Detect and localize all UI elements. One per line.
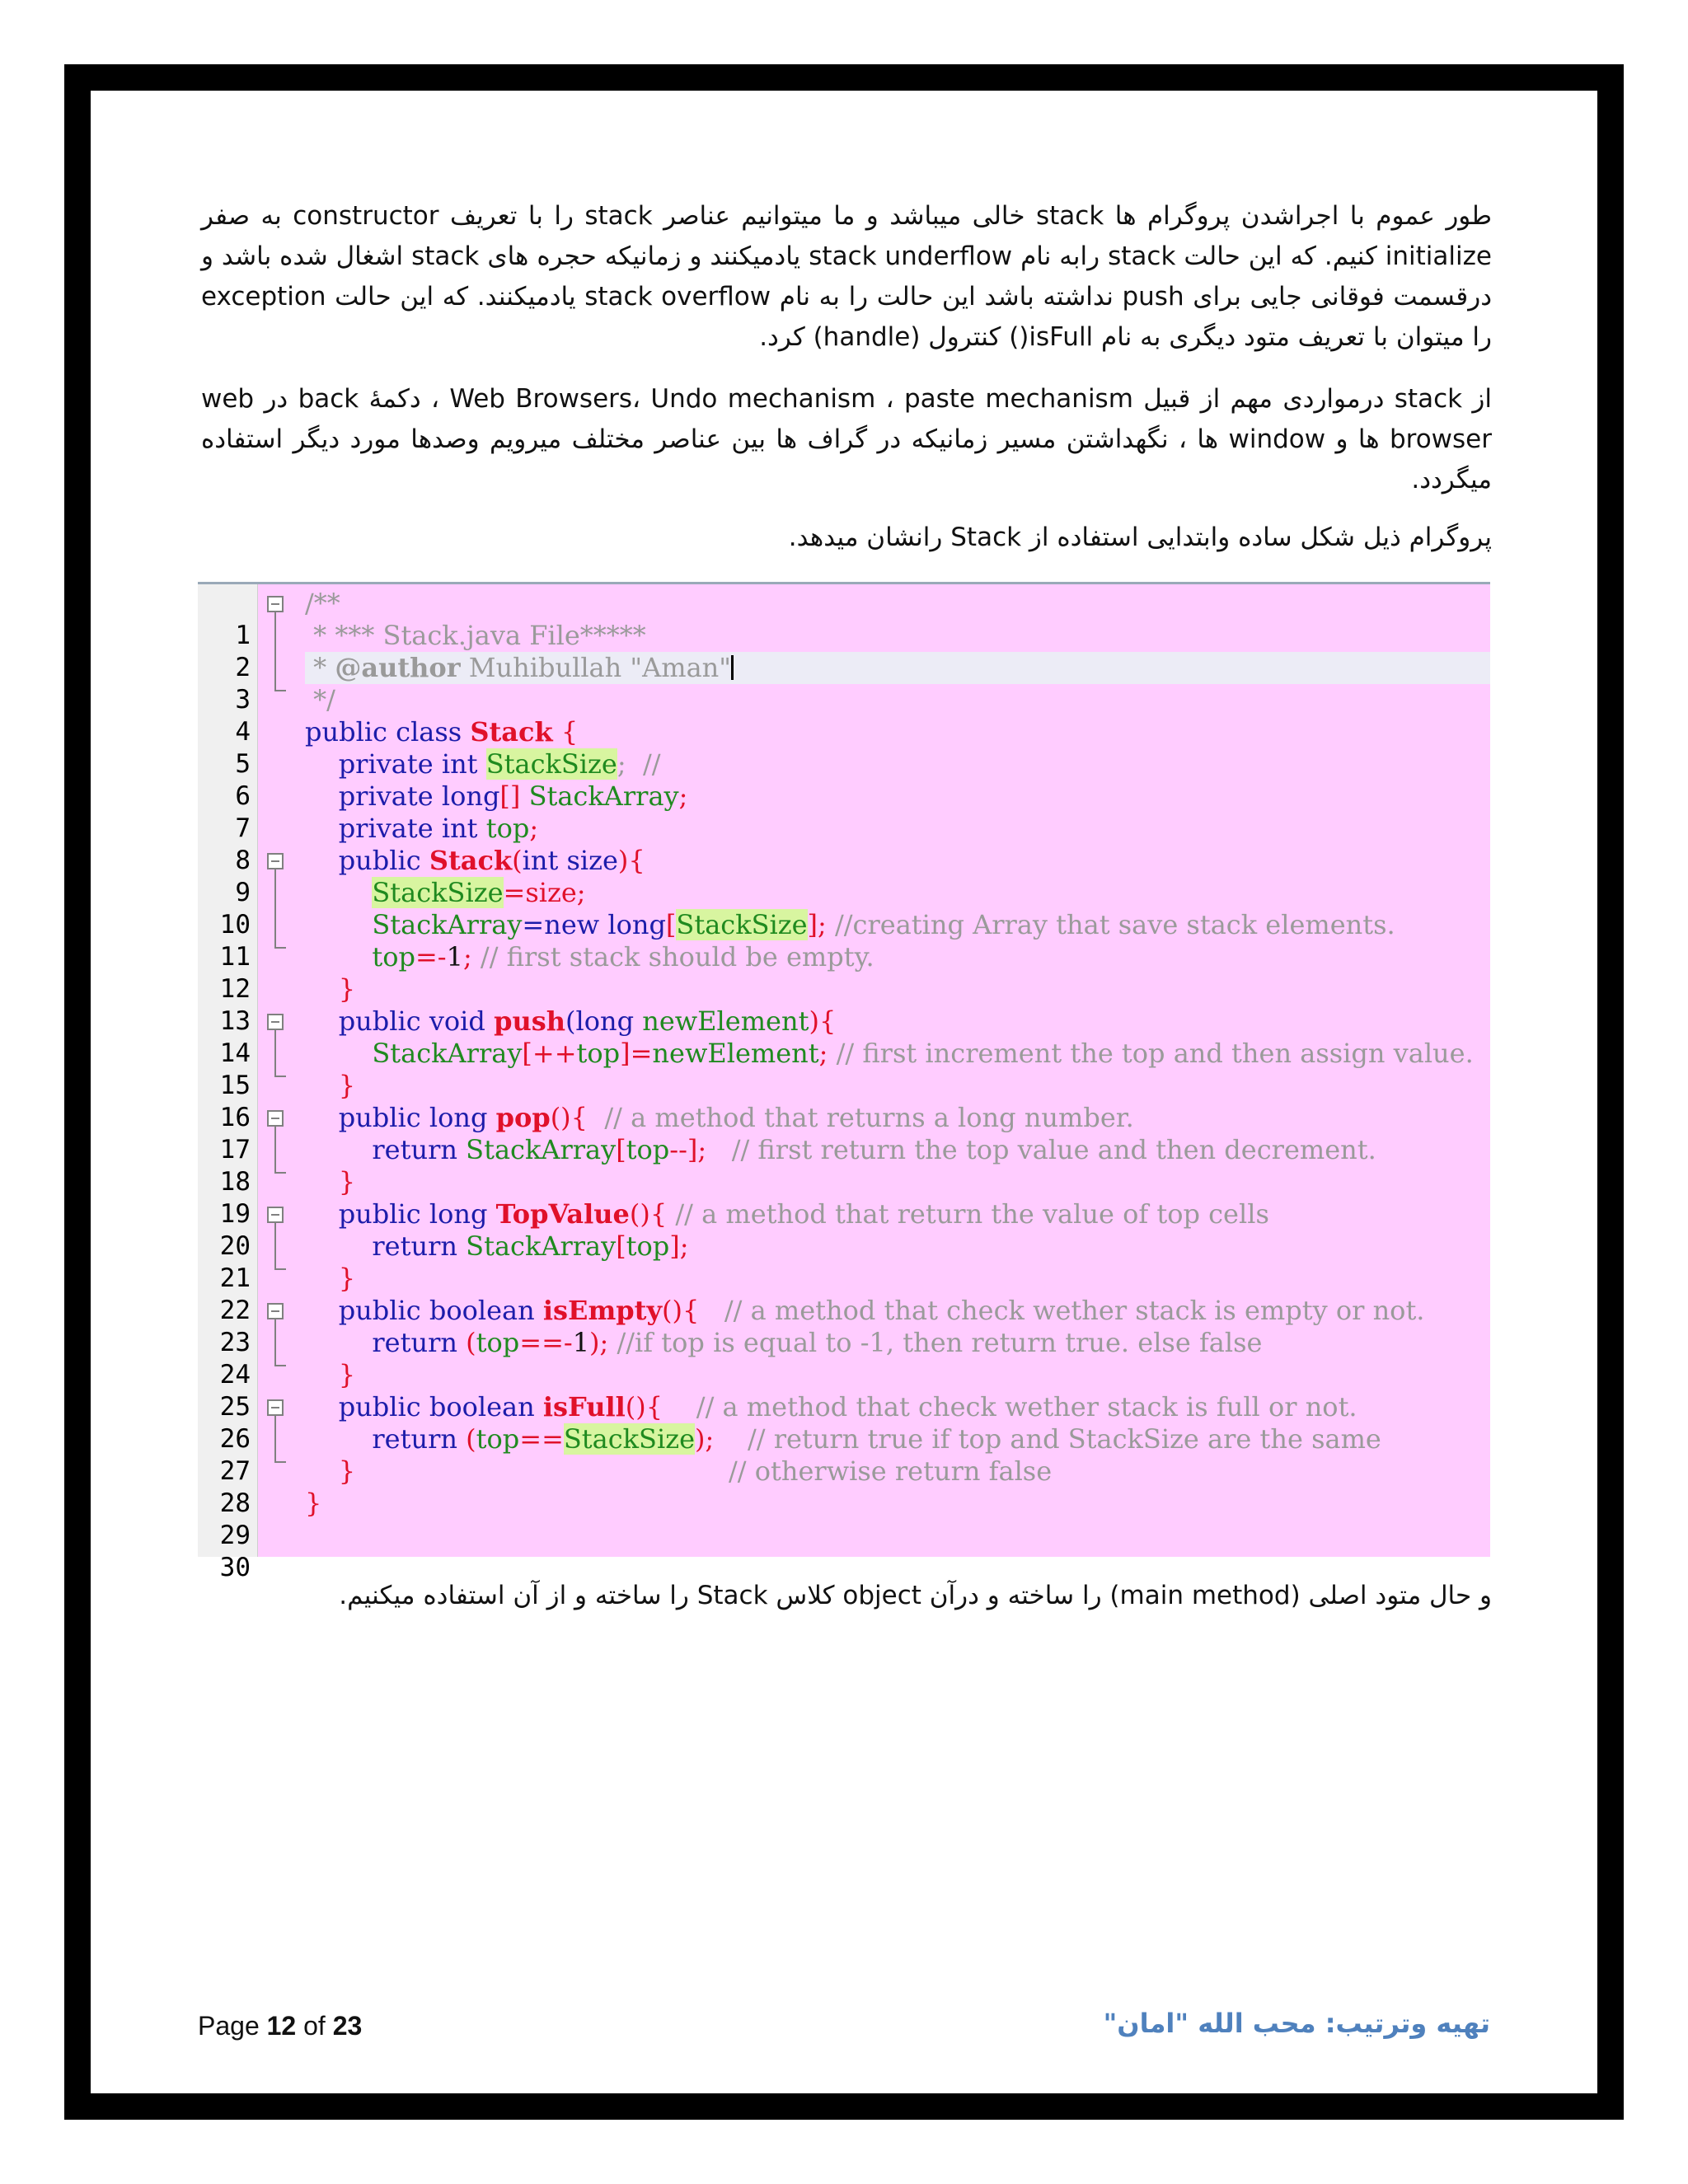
fold-collapse-icon[interactable] xyxy=(267,1399,284,1416)
code-line: 30 xyxy=(219,1553,251,1582)
code-line: 6 private int StackSize; // xyxy=(235,748,661,811)
code-line: 14 public void push(long newElement){ xyxy=(219,1005,837,1068)
paragraph-main-method: و حال متود اصلی (main method) را ساخته و درآن object کلاس Stack را ساخته و از آن استفاده میکنیم. xyxy=(339,1581,1492,1610)
fold-collapse-icon[interactable] xyxy=(267,1110,284,1127)
code-line: 26 public boolean isFull(){ // a method that check wether stack is full or not. xyxy=(219,1391,1357,1454)
code-line: 19 } xyxy=(219,1166,356,1229)
text-caret xyxy=(731,655,734,680)
code-line: 11 StackArray=new long[StackSize]; //creating Array that save stack elements. xyxy=(219,909,1395,972)
paragraph-program-intro: پروگرام ذیل شکل ساده وابتدایی استفاده از Stack رانشان میدهد. xyxy=(788,523,1492,552)
paragraph-stack-uses: از stack درمواردی مهم از قبیل Web Browsers، Undo mechanism ، paste mechanism ، دکمهٔ back در web browser ها و window ها ، نگهداشتن مسیر زمانیکه در گراف ها بین عناصر مختلف میرویم وصدها مورد دیگر استفاده میگردد. xyxy=(201,384,1492,494)
code-line: 8 private int top; xyxy=(235,813,539,875)
code-line: 10 StackSize=size; xyxy=(219,877,586,940)
code-line: 3 xyxy=(235,685,251,715)
code-line: 15 StackArray[++top]=newElement; // first increment the top and then assign value. xyxy=(219,1038,1474,1100)
fold-collapse-icon[interactable] xyxy=(267,596,284,612)
code-line: 18 return StackArray[top--]; // first return the top value and then decrement. xyxy=(219,1134,1376,1197)
fold-collapse-icon[interactable] xyxy=(267,1014,284,1030)
code-line: 13 } xyxy=(219,973,356,1036)
fold-collapse-icon[interactable] xyxy=(267,1303,284,1319)
paragraph-stack-overflow: طور عموم با اجراشدن پروگرام ها stack خالی میباشد و ما میتوانیم عناصر stack را با تعریف constructor به صفر initialize کنیم. که این حالت stack رابه نام stack underflow یادمیکنند و زمانیکه حجره های stack اشغال شده باشد و درقسمت فوقانی جایی برای push نداشته باشد این حالت را به نام stack overflow یادمیکنند. که این حالت exception را میتوان با تعریف متود دیگری به نام isFull() کنترول (handle) کرد. xyxy=(201,201,1493,352)
code-line: 20 public long TopValue(){ // a method that return the value of top cells xyxy=(219,1198,1269,1261)
current-code-line[interactable]: * @author Muhibullah "Aman" xyxy=(305,652,1490,684)
code-line: 28 } // otherwise return false xyxy=(219,1455,1053,1518)
code-line: 1 /** xyxy=(235,588,340,650)
code-line: 9 public Stack(int size){ xyxy=(235,845,645,907)
code-line: 12 top=-1; // first stack should be empty. xyxy=(219,941,874,1004)
code-line: 29 } xyxy=(219,1488,322,1550)
author-credit: تهیه وترتیب: محب الله "امان" xyxy=(1103,2008,1490,2039)
code-line: 17 public long pop(){ // a method that returns a long number. xyxy=(219,1102,1134,1165)
code-line: 23 public boolean isEmpty(){ // a method that check wether stack is empty or not. xyxy=(219,1295,1425,1357)
fold-collapse-icon[interactable] xyxy=(267,853,284,869)
page-number: Page 12 of 23 xyxy=(198,2011,363,2041)
code-listing xyxy=(198,582,1490,1582)
code-line: 22 } xyxy=(219,1263,356,1325)
code-line: 2 * *** Stack.java File***** xyxy=(235,620,646,682)
fold-collapse-icon[interactable] xyxy=(267,1207,284,1223)
code-line: 16 } xyxy=(219,1070,356,1132)
code-line: 25 } xyxy=(219,1359,356,1422)
code-line: 24 return (top==-1); //if top is equal to -1, then return true. else false xyxy=(219,1327,1263,1390)
code-line: 4 */ xyxy=(235,684,335,747)
code-line: 7 private long[] StackArray; xyxy=(235,780,688,843)
code-line: 27 return (top==StackSize); // return true if top and StackSize are the same xyxy=(219,1423,1381,1486)
code-line: 5 public class Stack { xyxy=(235,716,579,779)
code-line: 21 return StackArray[top]; xyxy=(219,1230,689,1293)
